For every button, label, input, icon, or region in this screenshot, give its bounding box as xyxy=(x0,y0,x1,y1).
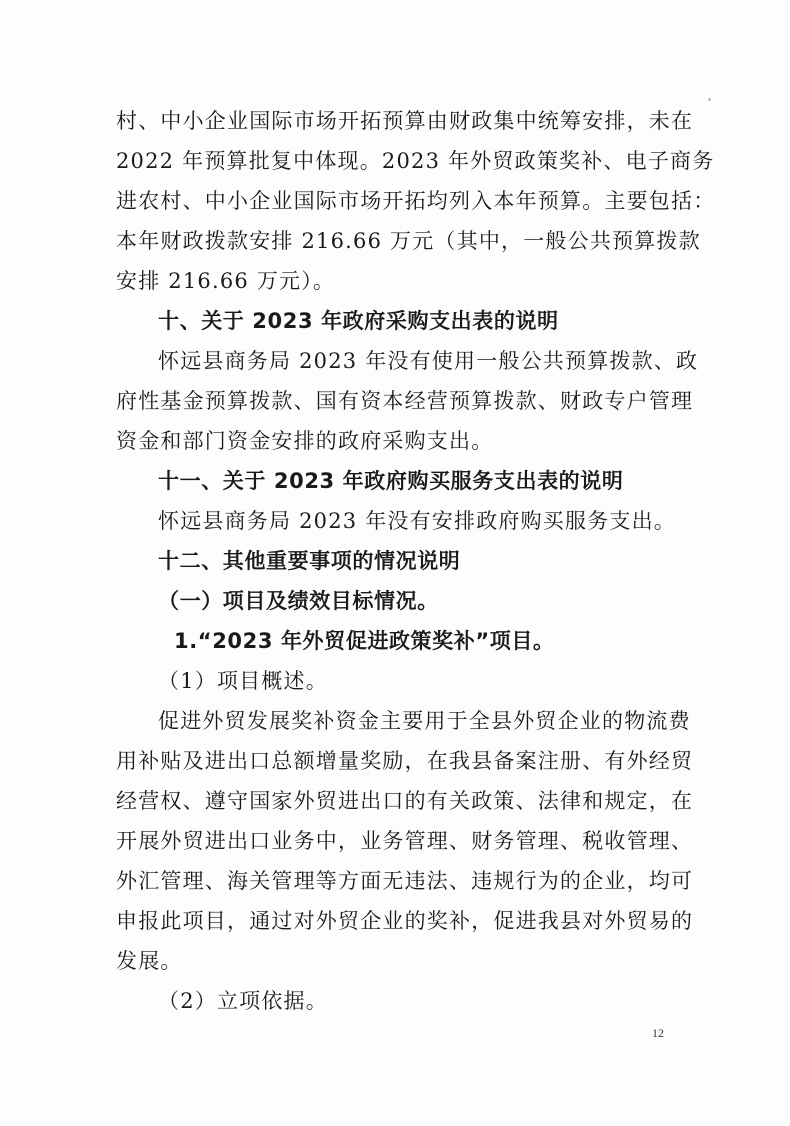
project-heading: 1.“2023 年外贸促进政策奖补”项目。 xyxy=(174,629,555,653)
section-heading-11: 十一、关于 2023 年政府购买服务支出表的说明 xyxy=(158,469,624,493)
section-heading-10: 十、关于 2023 年政府采购支出表的说明 xyxy=(158,309,559,333)
paragraph-line: 府性基金预算拨款、国有资本经营预算拨款、财政专户管理 xyxy=(116,389,694,413)
paragraph-line: 外汇管理、海关管理等方面无违法、违规行为的企业，均可 xyxy=(116,869,694,893)
scan-speck xyxy=(708,98,711,101)
paragraph-line: 申报此项目，通过对外贸企业的奖补，促进我县对外贸易的 xyxy=(116,909,694,933)
paragraph-line: 怀远县商务局 2023 年没有使用一般公共预算拨款、政 xyxy=(158,349,699,373)
section-heading-12: 十二、其他重要事项的情况说明 xyxy=(158,549,461,573)
paragraph-line: 村、中小企业国际市场开拓预算由财政集中统筹安排，未在 xyxy=(116,109,694,133)
paragraph-line: 本年财政拨款安排 216.66 万元（其中，一般公共预算拨款 xyxy=(116,229,701,253)
paragraph-line: 用补贴及进出口总额增量奖励，在我县备案注册、有外经贸 xyxy=(116,749,694,773)
paragraph-line: 经营权、遵守国家外贸进出口的有关政策、法律和规定，在 xyxy=(116,789,694,813)
paragraph-line: 2022 年预算批复中体现。2023 年外贸政策奖补、电子商务 xyxy=(116,149,715,173)
page-number: 12 xyxy=(652,1026,664,1040)
subsection-heading: （一）项目及绩效目标情况。 xyxy=(158,589,439,613)
paragraph-line: 促进外贸发展奖补资金主要用于全县外贸企业的物流费 xyxy=(158,709,691,733)
item-heading: （1）项目概述。 xyxy=(158,669,328,693)
paragraph-line: 安排 216.66 万元）。 xyxy=(116,269,336,293)
paragraph-line: 进农村、中小企业国际市场开拓均列入本年预算。主要包括： xyxy=(116,189,716,213)
paragraph-line: 开展外贸进出口业务中，业务管理、财务管理、税收管理、 xyxy=(116,829,694,853)
paragraph-line: 发展。 xyxy=(116,949,183,973)
item-heading: （2）立项依据。 xyxy=(158,989,328,1013)
paragraph-line: 资金和部门资金安排的政府采购支出。 xyxy=(116,429,494,453)
paragraph-line: 怀远县商务局 2023 年没有安排政府购买服务支出。 xyxy=(158,509,676,533)
